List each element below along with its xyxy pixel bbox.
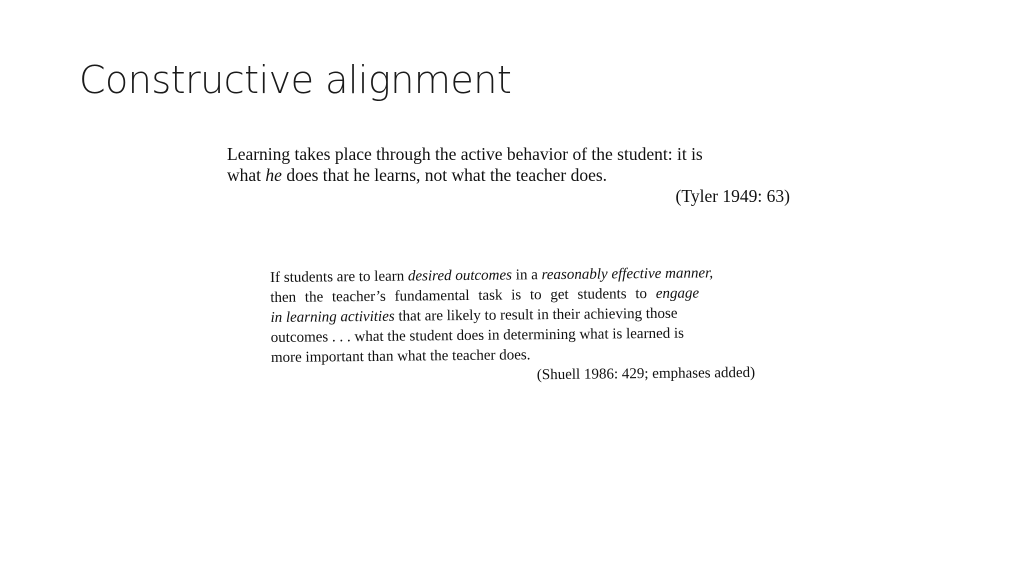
- slide-title: Constructive alignment: [79, 58, 512, 102]
- quote-shuell-emphasis-desired-outcomes: desired outcomes: [407, 267, 513, 285]
- quote-shuell-emphasis-learning-activities: in learning activities: [270, 308, 395, 326]
- quote-shuell-line-2-a: then the teacher’s fundamental task is to get students to: [270, 285, 656, 306]
- quote-tyler-line-1: Learning takes place through the active behavior of the student: it is: [227, 144, 703, 164]
- quote-shuell-line-4: outcomes . . . what the student does in determining what is learned is: [270, 325, 685, 346]
- quote-shuell: [270, 263, 761, 388]
- quote-tyler-line-2-end: does that he learns, not what the teacher does.: [281, 165, 608, 185]
- quote-tyler-emphasis: he: [265, 165, 282, 185]
- quote-tyler: [227, 144, 790, 207]
- quote-tyler-line-2-start: what: [227, 165, 266, 185]
- quote-shuell-line-3-b: that are likely to result in their achieving those: [394, 305, 678, 325]
- quote-shuell-line-5: more important than what the teacher does.: [270, 347, 531, 366]
- quote-shuell-line-1-b: in a: [511, 267, 542, 284]
- quote-shuell-emphasis-engage: engage: [655, 285, 700, 302]
- quote-shuell-emphasis-effective-manner: reasonably effective manner,: [541, 265, 714, 284]
- quote-tyler-line-2: [227, 165, 790, 186]
- quote-tyler-citation: (Tyler 1949: 63): [675, 186, 790, 206]
- quote-shuell-citation: (Shuell 1986: 429; emphases added): [536, 364, 756, 384]
- quote-shuell-line-1-a: If students are to learn: [270, 268, 409, 286]
